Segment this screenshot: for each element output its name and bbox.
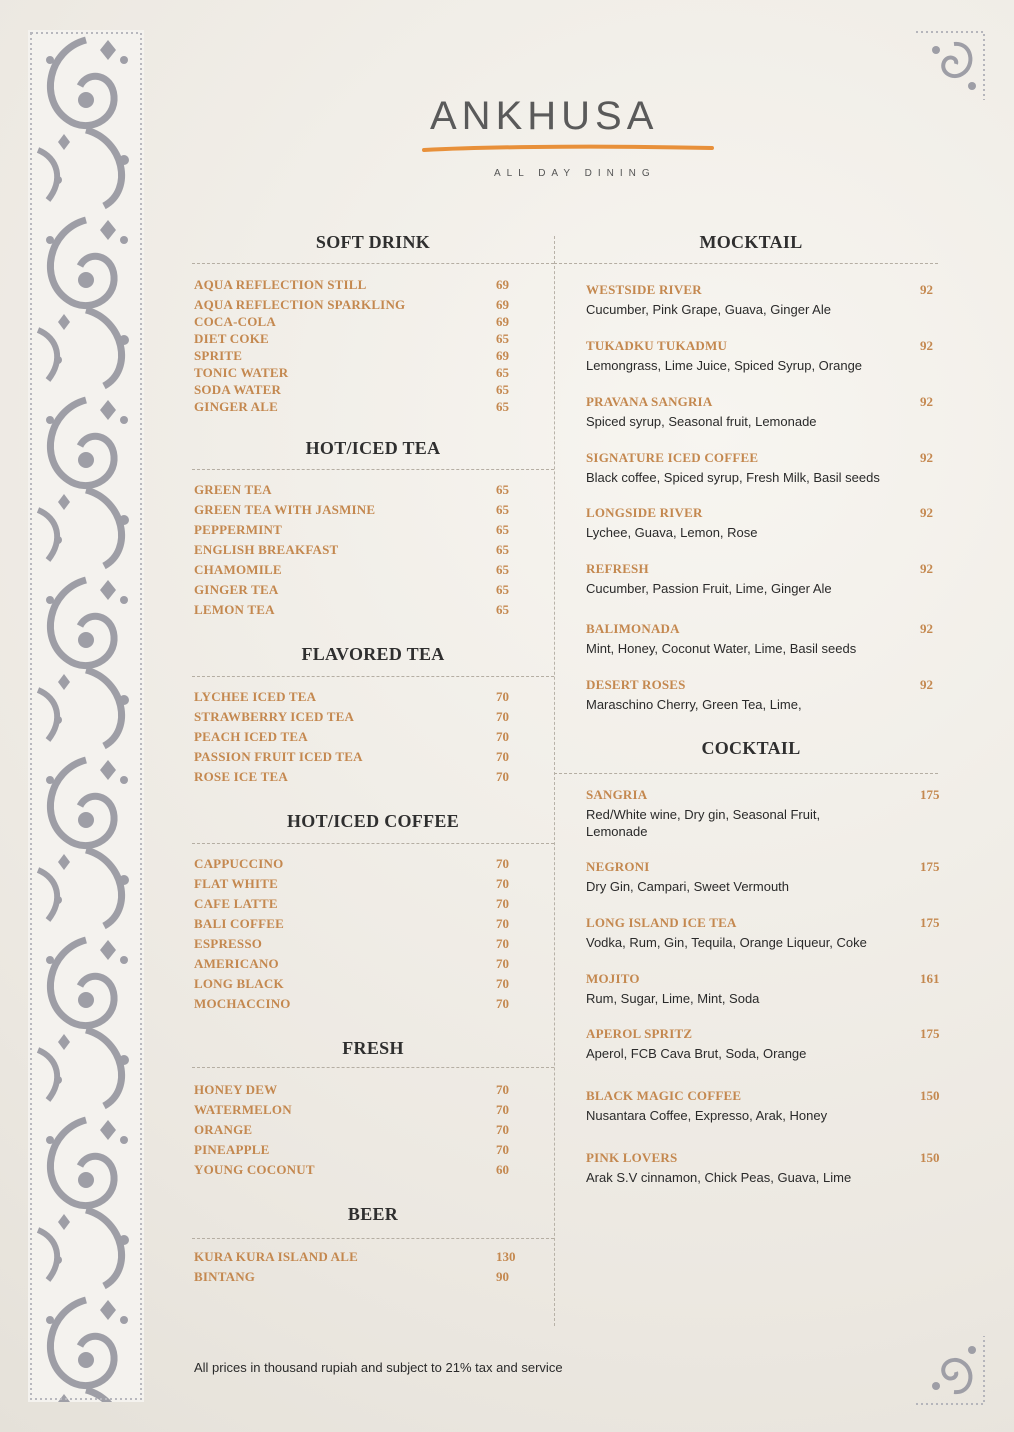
item-name: TONIC WATER [194,365,289,380]
paisley-pattern-icon [28,30,144,1402]
item-price: 65 [496,522,509,537]
item-name: GREEN TEA [194,482,272,497]
section-title: HOT/ICED COFFEE [286,811,460,831]
list-item [192,562,554,582]
item-list [192,277,554,416]
list-item [192,996,554,1016]
item-price: 69 [496,314,509,329]
item-name: MOJITO [586,971,640,986]
item-price: 92 [920,505,933,520]
list-item [192,502,554,522]
item-name: PINK LOVERS [586,1150,678,1165]
item-price: 161 [920,971,940,986]
section-title: COCKTAIL [701,738,801,758]
item-price: 92 [920,621,933,636]
menu-section [192,644,554,665]
item-description: Lychee, Guava, Lemon, Rose [586,525,758,540]
item-name: PASSION FRUIT ICED TEA [194,749,363,764]
item-price: 92 [920,450,933,465]
item-price: 65 [496,582,509,597]
item-name: BINTANG [194,1269,256,1284]
menu-section [192,1038,554,1059]
section-title: BEER [347,1204,399,1224]
item-name: SODA WATER [194,382,282,397]
corner-ornament-icon [914,30,986,102]
item-name: LONGSIDE RIVER [586,505,703,520]
item-price: 65 [496,602,509,617]
item-name: SANGRIA [586,787,648,802]
item-list [192,856,554,1016]
list-item [192,1249,554,1269]
item-price: 65 [496,482,509,497]
list-item [192,1082,554,1102]
section-rule [554,773,938,774]
item-name: NEGRONI [586,859,650,874]
item-price: 175 [920,915,940,930]
list-item [192,976,554,996]
item-name: COCA-COLA [194,314,276,329]
list-item [192,769,554,789]
item-price: 70 [496,709,509,724]
menu-section [554,232,948,253]
list-item [192,709,554,729]
item-name: AMERICANO [194,956,279,971]
item-price: 70 [496,729,509,744]
item-price: 175 [920,859,940,874]
brand-tagline: ALL DAY DINING [494,168,656,179]
menu-section [192,811,554,832]
item-name: CAFE LATTE [194,896,278,911]
list-item [192,1162,554,1182]
list-item [192,348,554,365]
list-item [192,729,554,749]
item-name: YOUNG COCONUT [194,1162,315,1177]
item-name: AQUA REFLECTION SPARKLING [194,297,406,312]
item-description: Aperol, FCB Cava Brut, Soda, Orange [586,1046,807,1061]
item-list [192,689,554,789]
item-name: ORANGE [194,1122,253,1137]
item-description: Cucumber, Pink Grape, Guava, Ginger Ale [586,302,831,317]
item-name: FLAT WHITE [194,876,278,891]
item-name: PINEAPPLE [194,1142,270,1157]
list-item [192,689,554,709]
item-description: Maraschino Cherry, Green Tea, Lime, [586,697,802,712]
section-rule [192,1238,554,1239]
item-name: WATERMELON [194,1102,292,1117]
item-name: DIET COKE [194,331,269,346]
section-title: FLAVORED TEA [301,644,445,664]
section-rule [192,469,554,470]
list-item [192,602,554,622]
item-name: MOCHACCINO [194,996,291,1011]
item-description: Nusantara Coffee, Expresso, Arak, Honey [586,1108,828,1123]
item-name: AQUA REFLECTION STILL [194,277,367,292]
item-name: ROSE ICE TEA [194,769,288,784]
item-price: 65 [496,382,509,397]
item-name: PEPPERMINT [194,522,282,537]
list-item [192,1102,554,1122]
section-title: SOFT DRINK [315,232,431,252]
item-name: LYCHEE ICED TEA [194,689,317,704]
item-price: 70 [496,1142,509,1157]
item-name: BALIMONADA [586,621,680,636]
item-list [192,482,554,622]
item-price: 70 [496,996,509,1011]
list-item [192,916,554,936]
item-description: Arak S.V cinnamon, Chick Peas, Guava, Lime [586,1170,852,1185]
item-name: PEACH ICED TEA [194,729,308,744]
item-price: 150 [920,1150,940,1165]
item-name: LONG ISLAND ICE TEA [586,915,737,930]
item-price: 70 [496,1122,509,1137]
ornamental-border [28,30,144,1402]
menu-section [554,738,948,759]
section-rule [192,1067,554,1068]
brand-name: ANKHUSA [430,94,659,138]
list-item [192,876,554,896]
item-name: DESERT ROSES [586,677,686,692]
list-item [192,749,554,769]
item-price: 90 [496,1269,509,1284]
section-rule [192,843,554,844]
price-footnote: All prices in thousand rupiah and subject to 21% tax and service [194,1360,563,1375]
item-description: Red/White wine, Dry gin, Seasonal Fruit, [586,807,821,822]
item-name: GINGER TEA [194,582,279,597]
list-item [192,482,554,502]
list-item [192,314,554,331]
item-name: PRAVANA SANGRIA [586,394,713,409]
item-price: 65 [496,562,509,577]
item-name: SIGNATURE ICED COFFEE [586,450,759,465]
item-price: 65 [496,365,509,380]
item-price: 65 [496,502,509,517]
item-name: REFRESH [586,561,649,576]
item-name: WESTSIDE RIVER [586,282,702,297]
section-title: MOCKTAIL [699,232,803,252]
list-item [192,1142,554,1162]
item-price: 92 [920,394,933,409]
list-item [192,522,554,542]
item-description: Cucumber, Passion Fruit, Lime, Ginger Ale [586,581,832,596]
list-item [192,956,554,976]
item-name: ENGLISH BREAKFAST [194,542,339,557]
item-name: LEMON TEA [194,602,275,617]
section-title: FRESH [342,1038,404,1058]
item-price: 70 [496,1082,509,1097]
item-price: 69 [496,277,509,292]
item-description: Mint, Honey, Coconut Water, Lime, Basil seeds [586,641,857,656]
list-item [192,399,554,416]
logo-swoosh-icon [420,142,715,154]
menu-section [192,438,554,459]
section-title: HOT/ICED TEA [305,438,441,458]
item-list [192,1082,554,1182]
list-item [192,297,554,314]
item-price: 70 [496,689,509,704]
item-price: 60 [496,1162,509,1177]
item-name: KURA KURA ISLAND ALE [194,1249,359,1264]
item-price: 65 [496,331,509,346]
item-price: 92 [920,561,933,576]
item-price: 70 [496,976,509,991]
list-item [192,896,554,916]
section-rule [192,263,554,264]
item-price: 70 [496,1102,509,1117]
list-item [192,582,554,602]
item-description: Spiced syrup, Seasonal fruit, Lemonade [586,414,817,429]
section-rule [554,263,938,264]
list-item [192,1269,554,1289]
brand-logo [420,92,720,179]
item-description: Dry Gin, Campari, Sweet Vermouth [586,879,790,894]
list-item [192,856,554,876]
item-price: 150 [920,1088,940,1103]
section-rule [192,676,554,677]
item-name: BLACK MAGIC COFFEE [586,1088,742,1103]
item-price: 65 [496,542,509,557]
item-price: 92 [920,677,933,692]
item-name: BALI COFFEE [194,916,284,931]
item-description: Lemonade [586,824,648,839]
item-name: GINGER ALE [194,399,278,414]
item-price: 70 [496,749,509,764]
list-item [192,365,554,382]
item-name: STRAWBERRY ICED TEA [194,709,355,724]
list-item [192,542,554,562]
list-item [192,382,554,399]
item-price: 92 [920,282,933,297]
list-item [192,1122,554,1142]
item-name: LONG BLACK [194,976,284,991]
item-price: 175 [920,1026,940,1041]
item-description: Vodka, Rum, Gin, Tequila, Orange Liqueur, Coke [586,935,867,950]
column-divider [554,236,555,1326]
item-price: 70 [496,876,509,891]
list-item [192,331,554,348]
item-price: 70 [496,769,509,784]
item-name: HONEY DEW [194,1082,278,1097]
item-price: 69 [496,297,509,312]
item-name: TUKADKU TUKADMU [586,338,728,353]
item-description: Rum, Sugar, Lime, Mint, Soda [586,991,760,1006]
menu-section [192,232,554,253]
list-item [192,936,554,956]
item-name: ESPRESSO [194,936,263,951]
corner-ornament-icon [914,1334,986,1406]
item-list [192,1249,554,1289]
item-price: 92 [920,338,933,353]
item-price: 69 [496,348,509,363]
item-description: Lemongrass, Lime Juice, Spiced Syrup, Orange [586,358,863,373]
item-price: 70 [496,916,509,931]
item-price: 70 [496,936,509,951]
item-name: SPRITE [194,348,243,363]
item-price: 65 [496,399,509,414]
item-price: 130 [496,1249,516,1264]
item-price: 70 [496,896,509,911]
item-price: 175 [920,787,940,802]
item-name: CAPPUCCINO [194,856,284,871]
item-description: Black coffee, Spiced syrup, Fresh Milk, Basil seeds [586,470,880,485]
list-item [192,277,554,297]
menu-section [192,1204,554,1225]
item-price: 70 [496,856,509,871]
item-name: CHAMOMILE [194,562,282,577]
item-name: APEROL SPRITZ [586,1026,693,1041]
item-price: 70 [496,956,509,971]
item-name: GREEN TEA WITH JASMINE [194,502,376,517]
